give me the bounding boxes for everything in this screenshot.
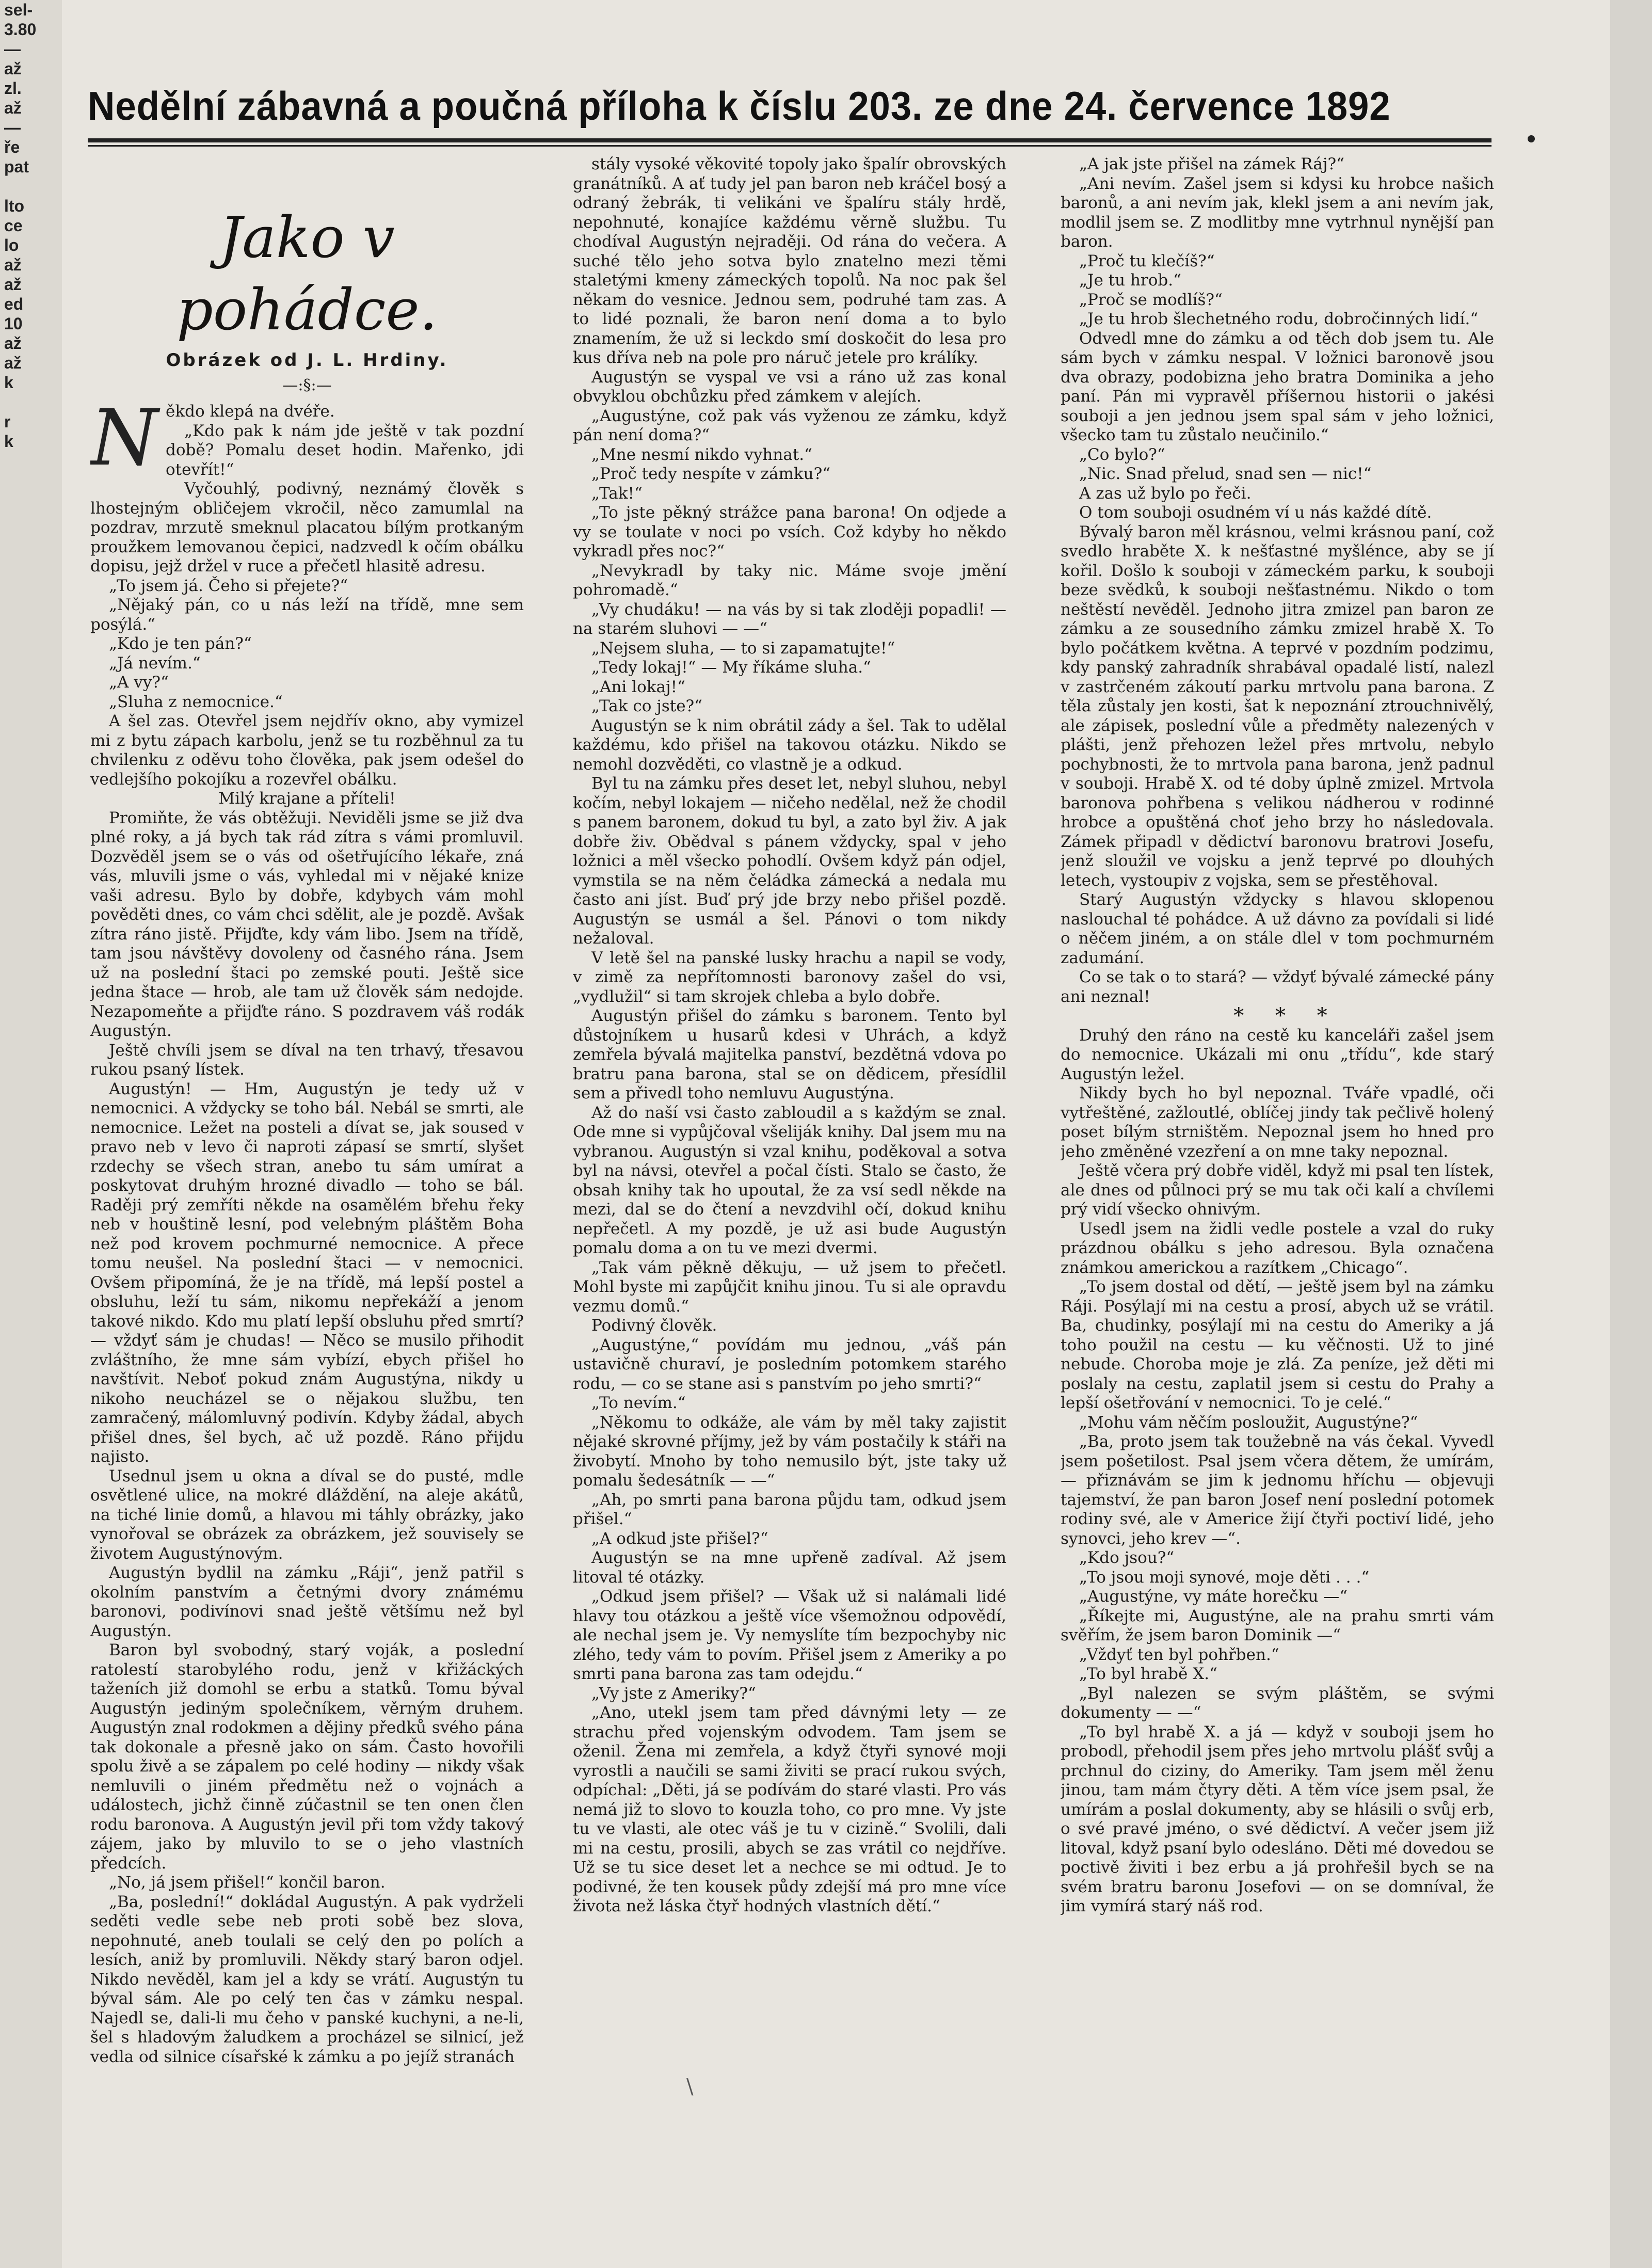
article-paragraph: Promiňte, že vás obtěžuji. Neviděli jsme se již dva plné roky, a já bych tak rád zítra s vámi promluvil. Dozvěděl jsem se o vás od ošetřujícího lékaře, zná vás, mluvili jsme o vás, vyhledal mi v nějaké knize vaši adresu. Bylo by dobře, kdybych vám mohl pověděti dnes, co vám chci sdělit, ale je pozdě. Avšak zítra ráno jistě. Přijďte, kdy vám libo. Jsem na třídě, tam jsou návštěvy dovoleny od časného rána. Jsem už na poslední štaci po zemské pouti. Ještě sice jedna štace — hrob, ale tam už člověk sám nedojde. Nezapomeňte a přijďte ráno. S pozdravem váš rodák Augustýn. bbox=[90, 808, 524, 1040]
article-paragraph: „Augustýne,“ povídám mu jednou, „váš pán ustavičně churaví, je posledním potomkem starého rodu, — co se stane asi s panstvím po jeho smrti?“ bbox=[573, 1335, 1006, 1393]
masthead-rule-thin bbox=[88, 145, 1491, 147]
article-paragraph: „To jste pěkný strážce pana barona! On odjede a vy se toulate v noci po vsích. Což kdyby ho někdo vykradl přes noc?“ bbox=[573, 503, 1006, 561]
article-paragraph: „A jak jste přišel na zámek Ráj?“ bbox=[1079, 155, 1344, 173]
edge-fragment: ce bbox=[4, 216, 23, 235]
article-paragraph: „Augustýne, vy máte horečku —“ bbox=[1079, 1587, 1348, 1606]
edge-fragment: k bbox=[4, 373, 13, 392]
column-1 bbox=[90, 170, 524, 2101]
edge-fragment: sel- bbox=[4, 1, 33, 19]
article-paragraph: „Ani nevím. Zašel jsem si kdysi ku hrobce našich baronů, a ani nevím jak, klekl jsem a ani nevím jak, modlil jsem se. Z modlitby mne vytrhnul nynější pan baron. bbox=[1061, 174, 1494, 251]
article-paragraph: „Vždyť ten byl pohřben.“ bbox=[1079, 1645, 1279, 1664]
article-paragraph: Až do naší vsi často zabloudil a s každým se znal. Ode mne si vypůjčoval všeliják knihy. Dal jsem mu na vybranou. Augustýn si vzal knihu, poděkoval a sotva byl na návsi, otevřel a počal čísti. Stalo se často, že obsah knihy tak ho upoutal, že za vsí sedl někde na mezi, dal se do čtení a nevzdvihl očí, dokud knihu nepřečetl. A my pozdě, je už asi bude Augustýn pomalu doma a on tu ve mezi dvermi. bbox=[573, 1103, 1006, 1257]
article-paragraph: „A vy?“ bbox=[109, 673, 169, 692]
article-paragraph: „To byl hrabě X.“ bbox=[1079, 1665, 1217, 1683]
article-paragraph: Augustýn se k nim obrátil zády a šel. Tak to udělal každému, kdo přišel na takovou otázku. Nikdo se nemohl dozvěděti, co vlastně je a odkud. bbox=[573, 716, 1006, 774]
edge-fragment: — bbox=[4, 118, 21, 137]
edge-fragment: až bbox=[4, 59, 22, 78]
article-paragraph: Bývalý baron měl krásnou, velmi krásnou paní, což svedlo hraběte X. k nešťastné myšlénce, aby se jí kořil. Došlo k souboji v zámeckém parku, k souboji beze svědků, k souboji nešťastnému. Nikdo o tom neštěstí nevěděl. Jednoho jitra zmizel pan baron ze zámku a ze sousedního zámku zmizel hrabě X. To bylo počátkem května. A teprvé v pozdním podzimu, kdy panský zahradník shrabával opadalé listí, nalezl v zastrčeném zákoutí parku mrtvolu pana barona. Z těla zůstaly jen kosti, šat k nepoznání ztrouchnivělý, ale zápisek, poslední vůle a předměty nalezených v plášti, jenž přehozen ležel přes mrtvolu, nebylo pochybnosti, že to mrtvola pana barona, jenž padnul v souboji. Hrabě X. od té doby úplně zmizel. Mrtvola baronova pohřbena s velikou nádherou v rodinné hrobce a opuštěná choť jeho brzy ho následovala. Zámek připadl v dědictví baronovu bratrovi Josefu, jenž sloužil ve vojsku a jenž teprvé po dlouhých letech, vystoupiv z vojska, sem se přestěhoval. bbox=[1061, 522, 1494, 890]
article-paragraph: „Tak!“ bbox=[591, 484, 643, 503]
article-paragraph: „Byl nalezen se svým pláštěm, se svými dokumenty — —“ bbox=[1061, 1684, 1494, 1722]
article-paragraph: „Nic. Snad přelud, snad sen — nic!“ bbox=[1079, 465, 1372, 483]
article-paragraph: „To jsou moji synové, moje děti . . .“ bbox=[1079, 1568, 1370, 1587]
article-paragraph: „Já nevím.“ bbox=[109, 653, 201, 673]
article-paragraph: „To nevím.“ bbox=[591, 1394, 686, 1412]
article-paragraph: Augustýn přišel do zámku s baronem. Tento byl důstojníkem u husarů kdesi v Uhrách, a když zemřela bývalá majitelka panství, bezdětná vdova po bratru pana barona, stal se on dědicem, přesídlil sem a přivedl toho nemluvu Augustýna. bbox=[573, 1007, 1006, 1103]
print-mark: \ bbox=[686, 2075, 694, 2099]
article-paragraph: O tom souboji osudném ví u nás každé dítě. bbox=[1079, 503, 1432, 522]
article-paragraph: „Proč se modlíš?“ bbox=[1079, 290, 1223, 309]
edge-fragment: 10 bbox=[4, 314, 23, 333]
story-title: Jako v pohádce. bbox=[177, 204, 438, 343]
article-paragraph: Ještě chvíli jsem se díval na ten trhavý, třesavou rukou psaný lístek. bbox=[90, 1041, 524, 1079]
article-paragraph: Co se tak o to stará? — vždyť bývalé zámecké pány ani neznal! bbox=[1061, 968, 1494, 1006]
edge-fragment: až bbox=[4, 275, 22, 294]
article-paragraph: „Nevykradl by taky nic. Máme svoje jmění pohromadě.“ bbox=[573, 561, 1006, 599]
edge-fragment: až bbox=[4, 255, 22, 274]
edge-fragment bbox=[2, 177, 62, 196]
article-paragraph: „Proč tedy nespíte v zámku?“ bbox=[591, 465, 831, 483]
article-paragraph: „Je tu hrob.“ bbox=[1079, 271, 1181, 290]
article-paragraph: Augustýn bydlil na zámku „Ráji“, jenž patřil s okolním panstvím a četnými dvory známému baronovi, podivínovi snad ještě většímu než byl Augustýn. bbox=[90, 1563, 524, 1640]
edge-fragment: zl. bbox=[4, 79, 22, 98]
edge-fragment: až bbox=[4, 354, 22, 372]
title-ornament: —:§:— bbox=[282, 376, 332, 394]
article-paragraph: Starý Augustýn vždycky s hlavou sklopenou naslouchal té pohádce. A už dávno za povídali si lidé o něčem jiném, a on stále dlel v tom pochmurném zadumání. bbox=[1061, 890, 1494, 967]
story-byline: Obrázek od J. L. Hrdiny. bbox=[166, 350, 448, 371]
masthead-title: Nedělní zábavná a poučná příloha k číslu 203. ze dne 24. července 1892 bbox=[88, 83, 1391, 129]
adjacent-page-edge bbox=[0, 0, 63, 2268]
article-paragraph: „Odkud jsem přišel? — Však už si nalámali lidé hlavy tou otázkou a ještě více všemožnou odpovědí, ale nechal jsem je. Vy nemyslíte tím bezpochyby nic zlého, tedy vám to povím. Přišel jsem z Ameriky a po smrti pana barona zas tam odejdu.“ bbox=[573, 1587, 1006, 1683]
column-1-body bbox=[90, 393, 524, 2067]
article-paragraph: „Ah, po smrti pana barona půjdu tam, odkud jsem přišel.“ bbox=[573, 1490, 1006, 1528]
edge-text-fragments bbox=[0, 0, 62, 451]
article-paragraph: „To byl hrabě X. a já — když v souboji jsem ho probodl, přehodil jsem přes jeho mrtvolu plášť svůj a prchnul do ciziny, do Ameriky. Tam jsem měl ženu jinou, tam mám čtyry děti. A těm více jsem psal, že umírám a poslal dokumenty, aby se hlásili o svůj erb, o své pravé jméno, o své dědictví. A večer jsem již litoval, když psaní bylo odesláno. Děti mé dovedou se poctivě živiti i bez erbu a já prohřešil bych se na svém bratru baronu Josefovi — on se domníval, že jim vymírá starý náš rod. bbox=[1061, 1722, 1494, 1915]
article-paragraph: „Ba, proto jsem tak toužebně na vás čekal. Vyvedl jsem pošetilost. Psal jsem včera dětem, že umírám, — přiznávám se jim k jednomu hříchu — objevuji tajemství, že pan baron Josef není poslední potomek rodiny své, ale v Americe žijí čtyři poctiví lidé, jeho synovci, jeho krev —“. bbox=[1061, 1432, 1494, 1548]
article-paragraph: „Kdo pak k nám jde ještě v tak pozdní době? Pomalu deset hodin. Mařenko, jdi otevřít!“ bbox=[166, 421, 524, 479]
edge-fragment: až bbox=[4, 99, 22, 117]
article-paragraph: „Sluha z nemocnice.“ bbox=[109, 692, 283, 711]
drop-capital: N bbox=[90, 393, 158, 483]
edge-fragment: ed bbox=[4, 295, 24, 313]
article-paragraph: „Proč tu klečíš?“ bbox=[1079, 251, 1215, 270]
article-paragraph: „Nějaký pán, co u nás leží na třídě, mne sem posýlá.“ bbox=[90, 596, 524, 634]
edge-fragment: ře bbox=[4, 138, 20, 156]
article-paragraph: „Ani lokaj!“ bbox=[591, 677, 685, 696]
ornament-dot bbox=[1528, 135, 1535, 142]
article-paragraph: „Ano, utekl jsem tam před dávnými lety — ze strachu před vojenským odvodem. Tam jsem se oženil. Žena mi zemřela, a když čtyři synové moji vyrostli a naučili se sami živiti se prací rukou svých, odpíchal: „Děti, já se podívám do staré vlasti. Pro vás nemá již to slovo to kouzla toho, co pro mne. Vy jste tu ve vlasti, ale otec váš je tu v cizině.“ Svolili, dali mi na cestu, prosili, abych se zas vrátil co nejdříve. Už se tu sice deset let a nechce se mi odtud. Je to podivné, že ten kousek půdy zdejší má pro mne více života než láska čtyř hodných vlastních dětí.“ bbox=[573, 1703, 1006, 1915]
article-paragraph: V letě šel na panské lusky hrachu a napil se vody, v zimě za nepřítomnosti baronovy zašel do vsi, „vydlužil“ si tam skrojek chleba a bylo dobře. bbox=[573, 948, 1006, 1006]
article-paragraph: Baron byl svobodný, starý voják, a poslední ratolestí starobylého rodu, jenž v křižáckých taženích již domohl se erbu a statků. Tomu býval Augustýn jediným společníkem, věrným druhem. Augustýn znal rodokmen a dějiny předků svého pána tak dokonale a přesně jako on sám. Často hovořili spolu živě a se zápalem po celé hodiny — nikdy však nemluvili o jiném předmětu než o vojnách a událostech, jichž činně zúčastnil se ten onen člen rodu baronova. A Augustýn jevil při tom vždy takový zájem, jako by mluvilo to se o jeho vlastních předcích. bbox=[90, 1641, 524, 1873]
masthead-rule bbox=[88, 138, 1491, 142]
article-paragraph: „Mohu vám něčím posloužit, Augustýne?“ bbox=[1079, 1413, 1418, 1432]
article-paragraph: Augustýn se vyspal ve vsi a ráno už zas konal obvyklou obchůzku před zámkem v alejích. bbox=[573, 368, 1006, 406]
article-paragraph: Ještě včera prý dobře viděl, když mi psal ten lístek, ale dnes od půlnoci prý se mu tak oči kalí a chvílemi prý vidí všecko ohnivým. bbox=[1061, 1161, 1494, 1219]
edge-fragment: lo bbox=[4, 236, 19, 254]
article-paragraph: Nikdy bych ho byl nepoznal. Tváře vpadlé, oči vytřeštěné, zažloutlé, oblíčej jindy tak pečlivě holený poset bílým strništěm. Nepoznal jsem ho hned pro jeho změněné vzezření a on mne taky nepoznal. bbox=[1061, 1084, 1494, 1161]
column-2-body bbox=[573, 155, 1006, 1916]
article-paragraph: „Vy jste z Ameriky?“ bbox=[591, 1684, 756, 1703]
article-paragraph: Byl tu na zámku přes deset let, nebyl sluhou, nebyl kočím, nebyl lokajem — ničeho nedělal, než že chodil s panem baronem, dokud tu byl, a zato byl živ. A jak dobře živ. Obědval s pánem vždycky, spal v jeho ložnici a měl všecko pohodlí. Ovšem když pán odjel, vymstila se na něm čeládka zámecká a nedala mu často ani jíst. Buď prý jde brzy nebo přišel pozdě. Augustýn se usmál a šel. Pánovi o tom nikdy nežaloval. bbox=[573, 774, 1006, 948]
article-paragraph: Odvedl mne do zámku a od těch dob jsem tu. Ale sám bych v zámku nespal. V ložnici baronově jsou dva obrazy, podobizna jeho bratra Dominika a jeho paní. Pán mi vypravěl příšernou historii o jakési souboji a jen jednou jsem spal sám v jeho ložnici, všecko tam tu zůstalo neučinilo.“ bbox=[1061, 329, 1494, 444]
article-paragraph: * * * bbox=[1233, 1004, 1340, 1028]
article-paragraph: Druhý den ráno na cestě ku kanceláři zašel jsem do nemocnice. Ukázali mi onu „třídu“, kde starý Augustýn ležel. bbox=[1061, 1026, 1494, 1083]
article-paragraph: „Tedy lokaj!“ — My říkáme sluha.“ bbox=[591, 658, 871, 677]
column-3-body bbox=[1061, 155, 1494, 1916]
edge-fragment: pat bbox=[4, 157, 29, 176]
article-paragraph: „To jsem dostal od dětí, — ještě jsem byl na zámku Ráji. Posýlají mi na cestu a prosí, abych už se vrátil. Ba, chudinky, posýlají mi na cestu do Ameriky a já toho použil na cestu — ku věčnosti. Už to jiné nebude. Choroba moje je zlá. Za peníze, jež děti mi poslaly na cestu, zaplatil jsem si cestu do Prahy a lepší ošetřování v nemocnici. To je celé.“ bbox=[1061, 1277, 1494, 1412]
edge-fragment: r bbox=[4, 412, 11, 431]
article-paragraph: ěkdo klepá na dvéře. bbox=[166, 402, 335, 421]
article-paragraph: „Ba, poslední!“ dokládal Augustýn. A pak vydrželi seděti vedle sebe neb proti sobě bez slova, nepohnuté, aneb toulali se celý den po polích a lesích, aniž by promluvili. Někdy starý baron odjel. Nikdo nevěděl, kam jel a kdy se vrátí. Augustýn tu býval sám. Ale po celý ten čas v zámku nespal. Najedl se, dali-li mu čeho v panské kuchyni, a ne-li, šel s hladovým žaludkem a procházel se silnicí, jež vedla od silnice císařské k zámku a po jejíž stranách bbox=[90, 1892, 524, 2066]
article-paragraph: „Tak vám pěkně děkuju, — už jsem to přečetl. Mohl byste mi zapůjčit knihu jinou. Tu si ale opravdu vezmu domů.“ bbox=[573, 1258, 1006, 1316]
edge-fragment bbox=[2, 392, 62, 412]
edge-fragment: 3.80 bbox=[4, 20, 37, 39]
article-paragraph: „No, já jsem přišel!“ končil baron. bbox=[109, 1873, 386, 1892]
edge-fragment: k bbox=[4, 432, 13, 451]
article-paragraph: Vyčouhlý, podivný, neznámý člověk s lhostejným obličejem vkročil, něco zamumlal na pozdrav, mrzutě smeknul placatou bílým protkaným proužkem lemovanou čepici, nadzvedl k očím obálku dopisu, jejž držel v ruce a přečetl hlasitě adresu. bbox=[90, 480, 524, 576]
column-3 bbox=[1061, 155, 1494, 2096]
article-paragraph: Augustýn se na mne upřeně zadíval. Až jsem litoval té otázky. bbox=[573, 1548, 1006, 1587]
edge-fragment: — bbox=[4, 40, 21, 58]
column-2 bbox=[573, 155, 1006, 2096]
article-paragraph: A šel zas. Otevřel jsem nejdřív okno, aby vymizel mi z bytu zápach karbolu, jenž se tu rozběhnul za tu chvilenku z oděvu toho člověka, pak jsem odešel do vedlejšího pokojíku a rozevřel obálku. bbox=[90, 712, 524, 789]
article-paragraph: „Někomu to odkáže, ale vám by měl taky zajistit nějaké skrovné příjmy, jež by vám postačily k stáři na živobytí. Mnoho by toho nemusilo být, jste taky už pomalu šedesátník — —“ bbox=[573, 1413, 1006, 1490]
article-paragraph: A zas už bylo po řeči. bbox=[1079, 484, 1252, 503]
article-paragraph: „A odkud jste přišel?“ bbox=[591, 1529, 768, 1548]
article-paragraph: „Je tu hrob šlechetného rodu, dobročinných lidí.“ bbox=[1079, 310, 1479, 328]
article-paragraph: „Kdo je ten pán?“ bbox=[109, 634, 252, 653]
article-paragraph: „Nejsem sluha, — to si zapamatujte!“ bbox=[591, 638, 895, 658]
article-paragraph: stály vysoké věkovité topoly jako špalír obrovských granátníků. A ať tudy jel pan baron neb kráčel bosý a odraný žebrák, ti velikáni ve špalíru stály hrdě, nepohnuté, konajíce každému věrně službu. Tu chodíval Augustýn nejraději. Od rána do večera. A suché tělo jeho sotva bylo znatelno mezi těmi staletými kmeny zámeckých topolů. Na noc pak šel někam do vesnice. Jednou sem, podruhé tam zas. A to lidé poznali, že baron není doma a to bylo znamením, že už si leckdo smí doskočit do lesa pro kus dříva neb na pole pro náruč jetele pro králíky. bbox=[573, 155, 1006, 367]
article-paragraph: Podivný člověk. bbox=[591, 1316, 717, 1335]
article-paragraph: „Co bylo?“ bbox=[1079, 445, 1165, 464]
article-paragraph: „To jsem já. Čeho si přejete?“ bbox=[109, 576, 348, 595]
article-paragraph: „Augustýne, což pak vás vyženou ze zámku, když pán není doma?“ bbox=[573, 406, 1006, 444]
article-paragraph: „Říkejte mi, Augustýne, ale na prahu smrti vám svěřím, že jsem baron Dominik —“ bbox=[1061, 1606, 1494, 1644]
article-paragraph: „Tak co jste?“ bbox=[591, 697, 703, 715]
article-paragraph: „Mne nesmí nikdo vyhnat.“ bbox=[591, 445, 812, 464]
edge-fragment: až bbox=[4, 334, 22, 353]
article-paragraph: „Vy chudáku! — na vás by si tak zloději popadli! — na starém sluhovi — —“ bbox=[573, 600, 1006, 638]
edge-fragment: lto bbox=[4, 197, 25, 215]
article-paragraph: Usedl jsem na židli vedle postele a vzal do ruky prázdnou obálku s jeho adresou. Byla označena známkou americkou a razítkem „Chicago“. bbox=[1061, 1219, 1494, 1277]
article-paragraph: Augustýn! — Hm, Augustýn je tedy už v nemocnici. A vždycky se toho bál. Nebál se smrti, ale nemocnice. Ležet na posteli a dívat se, jak soused v pravo neb v levo či naproti zápasí se smrtí, slyšet rzdechy se všech stran, anebo tu sám umírat a poskytovat druhým hrozné divadlo — toho se bál. Raději prý zemříti někde na osamělém břehu řeky neb v houštině lesní, pod velebným pláštěm Boha než pod krovem pochmurné nemocnice. A přece tomu neušel. Na poslední štaci — v nemocnici. Ovšem připomíná, že je na třídě, má lepší postel a obsluhu, leží tu sám, nikomu nepřekáží a jenom takové nikdo. Kdo mu platí lepší obsluhu před smrtí? — vždyť sám je chudas! — Něco se musilo přihodit zvláštního, že mne sám vybízí, ebych přišel ho navštívit. Neboť pokud znám Augustýna, nikdy u nikoho neucházel se o nějakou službu, ten zamračený, málomluvný podivín. Kdyby žádal, abych přišel dnes, šel bych, ač už pozdě. Ráno přijdu najisto. bbox=[90, 1079, 524, 1466]
article-paragraph: Usednul jsem u okna a díval se do pusté, mdle osvětlené ulice, na mokré dláždění, na aleje akátů, na tiché linie domů, a hlavou mi táhly obrázky, jako vynořoval se obrázek za obrázkem, jež souvisely se životem Augustýnovým. bbox=[90, 1466, 524, 1563]
article-paragraph: „Kdo jsou?“ bbox=[1079, 1548, 1175, 1567]
article-paragraph: Milý krajane a příteli! bbox=[218, 789, 396, 808]
